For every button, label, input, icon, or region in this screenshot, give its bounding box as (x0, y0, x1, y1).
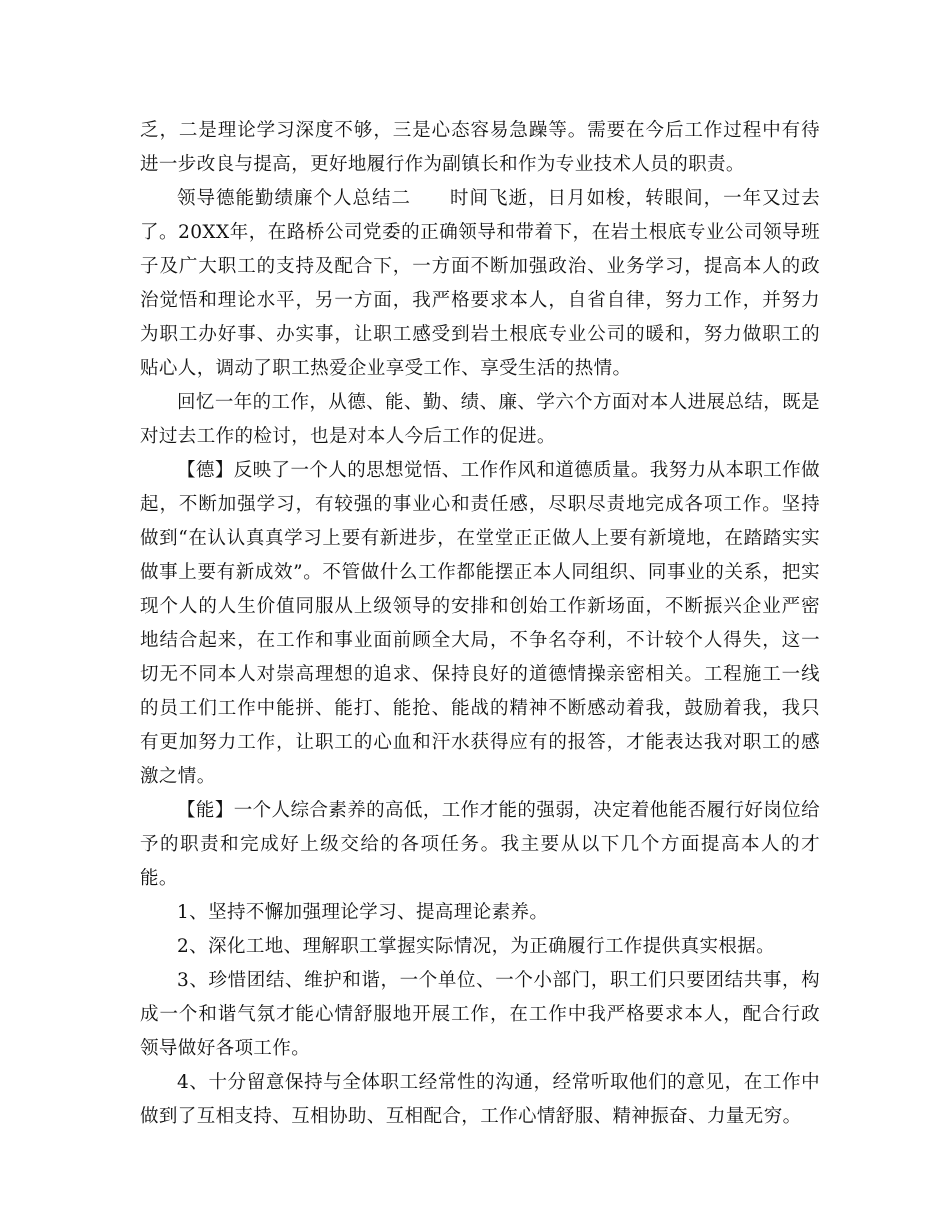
list-item-1: 1、坚持不懈加强理论学习、提高理论素养。 (177, 902, 549, 923)
paragraph-review-overview: 回忆一年的工作，从德、能、勤、绩、廉、学六个方面对本人进展总结，既是对过去工作的检讨，也是对本人今后工作的促进。 (140, 392, 820, 447)
list-item-2: 2、深化工地、理解职工掌握实际情况，为正确履行工作提供真实根据。 (177, 936, 776, 957)
paragraph-continuation: 乏，二是理论学习深度不够，三是心态容易急躁等。需要在今后工作过程中有待进一步改良与提高，更好地履行作为副镇长和作为专业技术人员的职责。 (140, 120, 820, 175)
list-item-4: 4、十分留意保持与全体职工经常性的沟通，经常听取他们的意见，在工作中做到了互相支持、互相协助、互相配合，工作心情舒服、精神振奋、力量无穷。 (140, 1072, 820, 1127)
document-body (140, 114, 820, 1134)
paragraph-ability: 【能】一个人综合素养的高低，工作才能的强弱，决定着他能否履行好岗位给予的职责和完成好上级交给的各项任务。我主要从以下几个方面提高本人的才能。 (140, 800, 820, 889)
paragraph-virtue: 【德】反映了一个人的思想觉悟、工作作风和道德质量。我努力从本职工作做起，不断加强学习，有较强的事业心和责任感，尽职尽责地完成各项工作。坚持做到“在认认真真学习上要有新进步，在堂堂正正做人上要有新境地，在踏踏实实做事上要有新成效”。不管做什么工作都能摆正本人同组织、同事业的关系，把实现个人的人生价值同服从上级领导的安排和创始工作新场面，不断振兴企业严密地结合起来，在工作和事业面前顾全大局，不争名夺利，不计较个人得失，这一切无不同本人对崇高理想的追求、保持良好的道德情操亲密相关。工程施工一线的员工们工作中能拼、能打、能抢、能战的精神不断感动着我，鼓励着我，我只有更加努力工作，让职工的心血和汗水获得应有的报答，才能表达我对职工的感激之情。 (140, 460, 820, 787)
list-item-3: 3、珍惜团结、维护和谐，一个单位、一个小部门，职工们只要团结共事，构成一个和谐气氛才能心情舒服地开展工作，在工作中我严格要求本人，配合行政领导做好各项工作。 (140, 970, 820, 1059)
paragraph-summary-two-intro: 领导德能勤绩廉个人总结二 时间飞逝，日月如梭，转眼间，一年又过去了。20XX年，在路桥公司党委的正确领导和带着下，在岩土根底专业公司领导班子及广大职工的支持及配合下，一方面不断加强政治、业务学习，提高本人的政治觉悟和理论水平，另一方面，我严格要求本人，自省自律，努力工作，并努力为职工办好事、办实事，让职工感受到岩土根底专业公司的暖和，努力做职工的贴心人，调动了职工热爱企业享受工作、享受生活的热情。 (140, 188, 820, 379)
